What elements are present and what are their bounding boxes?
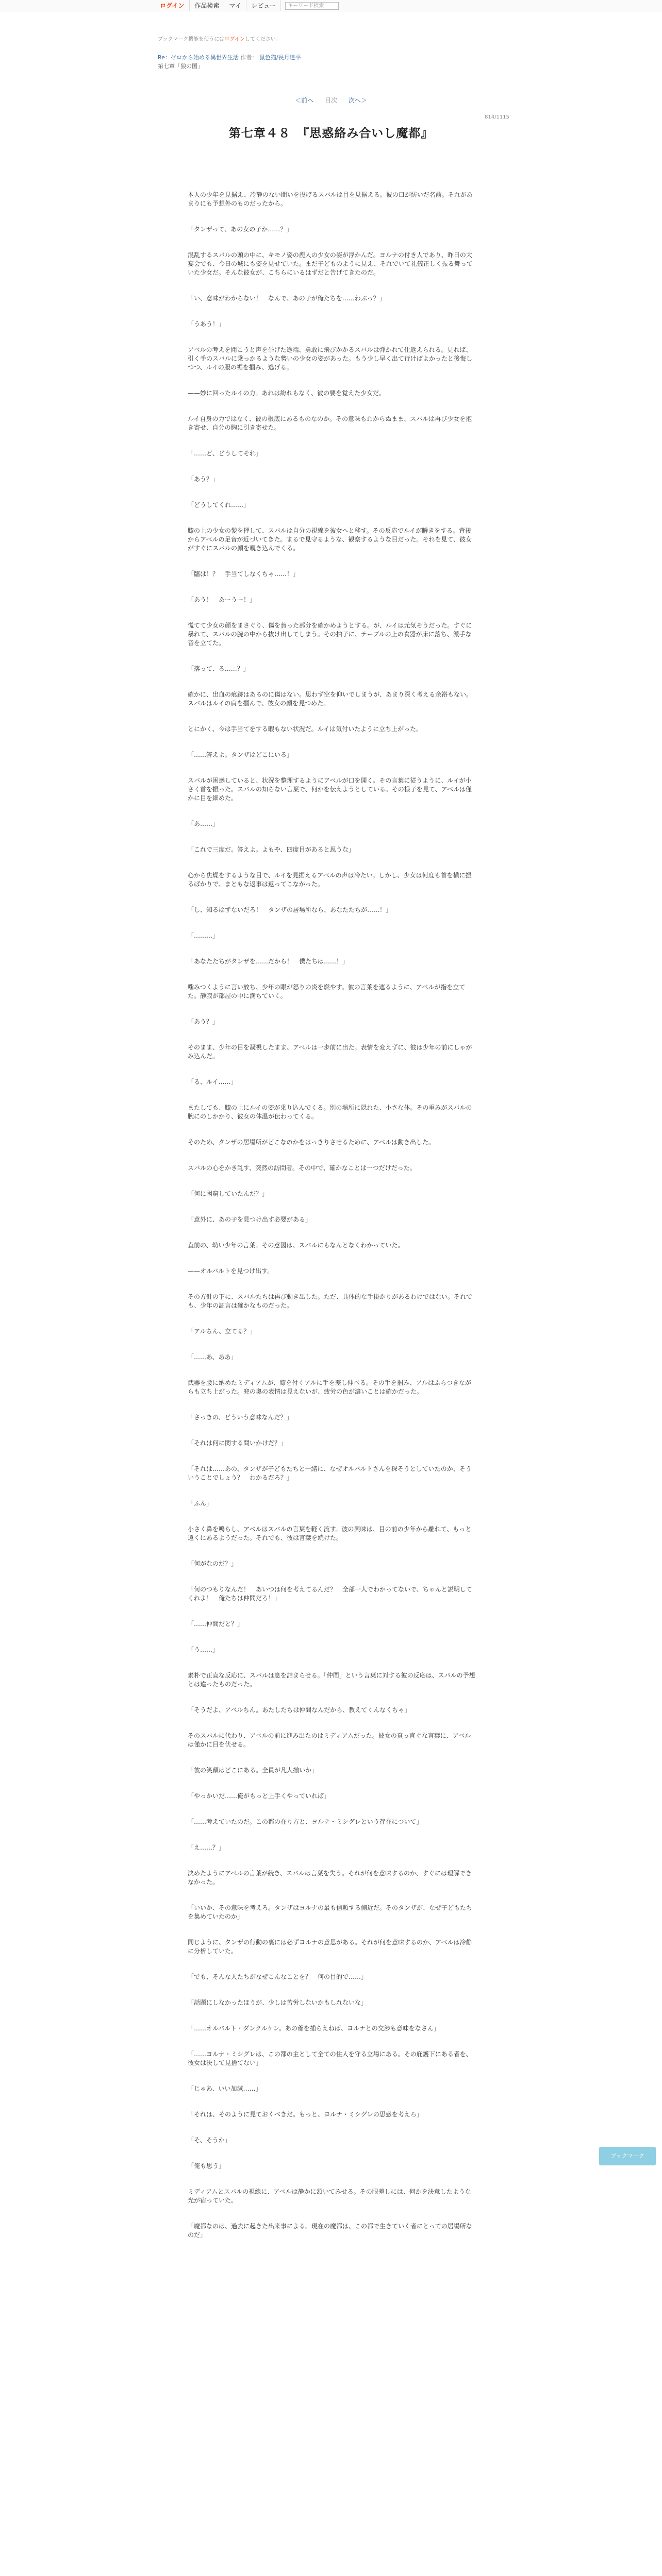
top-bar [0,0,662,11]
paragraph: 「ふん」 [188,1500,213,1507]
paragraph: 「……答えよ。タンザはどこにいる」 [188,751,293,758]
paragraph: 「話題にしなかったほうが、少しは苦労しないかもしれないな」 [188,1999,368,2006]
paragraph: 「どうしてくれ……」 [188,501,250,509]
paragraph: 「いいか、その意味を考えろ。タンザはヨルナの最も信頼する側近だ。そのタンザが、なぜ子どもたちを集めていたのか」 [188,1904,473,1920]
author-label: 作者： [240,54,258,61]
paragraph: 「……オルバルト・ダンクルケン。あの爺を捕らえねば、ヨルナとの交渉も意味をなさん」 [188,2025,440,2032]
paragraph: 「それは何に関する問いかけだ？」 [188,1439,287,1447]
paragraph: 「うあう！」 [188,320,225,328]
notice-pre: ブックマーク機能を使うには [158,37,225,42]
paragraph: アベルの考えを聞こうと声を挙げた途端、勇敢に飛びかかるスバルは弾かれて仕返えられる。見れば、引く手のスバルに乗っかるような勢いの少女の姿があった。もう少し早く出て行けばよかったと後悔しつつ、ルイの服の裾を掴み、逃げる。 [188,346,472,371]
paragraph: 「アルちん、立てる？」 [188,1328,256,1335]
paragraph: 「そ、そうか」 [188,2137,231,2144]
paragraph: ——妙に回ったルイの力。あれは紛れもなく、彼の要を覚えた少女だ。 [188,389,386,397]
chapter-label: 第七章「狼の国」 [158,63,203,70]
paragraph: スバルが困惑していると、状況を整理するようにアベルが口を開く。その言葉に従うように、ルイが小さく首を振った。スバルの知らない言葉で、何かを伝えようとしている。その様子を見て、アベルは僅かに目を細めた。 [188,777,472,802]
paragraph: ミディアムとスバルの視線に、アベルは静かに頷いてみせる。その眼差しには、何かを決意したような光が宿っていた。 [188,2188,471,2204]
paragraph: 「あう！ あーうー！」 [188,596,256,603]
paragraph: 「……仲間だと？」 [188,1620,244,1628]
chapter-title: 第七章４８ 『思惑絡み合いし魔都』 [228,127,434,140]
paragraph: 「意外に、あの子を見つけ出す必要がある」 [188,1216,312,1223]
paragraph: またしても、膝の上にルイの姿が乗り込んでくる。別の場所に隠れた、小さな体。その重みがスバルの腕にのしかかり、彼女の体温が伝わってくる。 [188,1104,472,1120]
paragraph: 噛みつくように言い放ち、少年の眼が怒りの炎を燃やす。彼の言葉を遮るように、アベルが指を立てた。静寂が部屋の中に満ちていく。 [188,984,466,999]
top-nav [155,0,339,11]
paragraph: 小さく鼻を鳴らし、アベルはスバルの言葉を軽く流す。彼の興味は、目の前の少年から離れて、もっと遠くにあるようだった。それでも、彼は言葉を続けた。 [188,1526,472,1541]
paragraph: そのスバルに代わり、アベルの前に進み出たのはミディアムだった。彼女の真っ直ぐな言葉に、アベルは僅かに目を伏せる。 [188,1732,471,1748]
paragraph: 同じように、タンザの行動の裏には必ずヨルナの意思がある。それが何を意味するのか、アベルは冷静に分析していた。 [188,1939,472,1955]
paragraph: 慌てて少女の顔をまさぐり、傷を負った部分を確かめようとする。が、ルイは元気そうだった。すぐに暴れて、スバルの腕の中から抜け出してしまう。その拍子に、テーブルの上の食器が床に落ち、派手な音を立てた。 [188,622,472,647]
paragraph: 「それは……あの、タンザが子どもたちと一緒に、なぜオルバルトさんを探そうとしていたのか、そういうことでしょう？ わかるだろ？」 [188,1465,472,1481]
paragraph: 確かに、出血の痕跡はあるのに傷はない。思わず空を仰いでしまうが、あまり深く考える余裕もない。スバルはルイの肩を掴んで、彼女の顔を見つめた。 [188,691,473,707]
bookmark-notice [158,35,281,42]
paragraph: 「え……？」 [188,1844,225,1851]
paragraph: スバルの心をかき乱す、突然の訪問者。その中で、確かなことは一つだけだった。 [188,1164,416,1172]
paragraph: 「魔都なのは、過去に起きた出来事による。現在の魔都は、この都で生きていく者にとっての居場所なのだ」 [188,2223,472,2239]
paragraph: 武器を腰に納めたミディアムが、膝を付くアルに手を差し伸べる。その手を掴み、アルはふらつきながらも立ち上がった。兜の奥の表情は見えないが、疲労の色が濃いことは確かだった。 [188,1379,471,1395]
paragraph: 「何のつもりなんだ！ あいつは何を考えてるんだ？ 全部一人でわかってないで、ちゃんと説明してくれよ！ 俺たちは仲間だろ！」 [188,1586,472,1602]
chapter-body [188,191,476,2257]
paragraph: そのまま、少年の目を凝視したまま、アベルは一歩前に出た。表情を変えずに、彼は少年の前にしゃがみ込んだ。 [188,1044,472,1060]
search-input[interactable]: キーワード検索 [285,2,339,10]
paragraph: 「それは、そのように見ておくべきだ。もっと、ヨルナ・ミシグレの思惑を考えろ」 [188,2111,423,2118]
paragraph: 直前の、幼い少年の言葉。その意図は、スバルにもなんとなくわかっていた。 [188,1242,404,1249]
paragraph: 混乱するスバルの頭の中に、キモノ姿の鹿人の少女の姿が浮かんだ。ヨルナの付き人であり、昨日の大宴会でも、今日の城にも姿を見せていた。まだ子どものように見え、それでいて礼儀正しく振る舞っていた少女だ。そんな彼女が、こちらにいるはずだと告げてきたのだ。 [188,251,473,276]
paragraph: ルイ自身の力ではなく、彼の根底にあるものなのか。その意味もわからぬまま、スバルは再び少女を抱き寄せ、自分の胸に引き寄せた。 [188,415,472,431]
paragraph: 「タンザって、あの女の子か……？」 [188,226,293,233]
page-number: 814/1115 [485,114,509,120]
next-link[interactable]: 次へ＞ [348,97,367,104]
paragraph: 「あう？」 [188,1018,219,1025]
paragraph: 「そうだよ、アベルちん。あたしたちは仲間なんだから、教えてくんなくちゃ」 [188,1706,411,1714]
paragraph: 「じゃあ、いい加減……」 [188,2085,262,2092]
bookmark-side-button[interactable]: ブックマーク [599,2147,656,2165]
paragraph: 「……ど、どうしてそれ」 [188,450,262,457]
breadcrumb [158,53,301,71]
paragraph: 本人の少年を見据え、冷静のない間いを投げるスバルは目を見据える。彼の口が紡いだ名前。それがあまりにも予想外のものだったから。 [188,191,473,207]
paragraph: 「俺も思う」 [188,2162,225,2170]
paragraph: 「さっきの、どういう意味なんだ？」 [188,1414,293,1421]
paragraph: 「これで三度だ。答えよ。よもや、四度目があると思うな」 [188,846,355,853]
paragraph: とにかく、今は手当てをする暇もない状況だ。ルイは気付いたように立ち上がった。 [188,725,423,733]
paragraph: 「……あ、ああ」 [188,1353,237,1361]
nav-review[interactable]: レビュー [246,0,281,11]
nav-mypage[interactable]: マイ [224,0,246,11]
notice-login-link[interactable]: ログイン [224,37,245,42]
author-link[interactable]: 鼠色猫/長月達平 [259,54,301,61]
paragraph: ——オルバルトを見つけ出す。 [188,1267,274,1275]
index-link[interactable]: 目次 [324,97,337,104]
paragraph: 「やっかいだ……俺がもっと上手くやっていれば」 [188,1792,330,1800]
paragraph: 「何に困窮していたんだ？」 [188,1190,269,1197]
paragraph: 「あう？」 [188,476,219,483]
paragraph: 「……考えていたのだ。この都の在り方と、ヨルナ・ミシグレという存在について」 [188,1818,423,1825]
paragraph: そのため、タンザの居場所がどこなのかをはっきりさせるために、アベルは動き出した。 [188,1139,435,1146]
paragraph: 決めたようにアベルの言葉が続き、スバルは言葉を失う。それが何を意味するのか、すぐには理解できなかった。 [188,1870,472,1886]
paragraph: 素朴で正直な反応に、スバルは息を詰まらせる。「仲間」という言葉に対する彼の反応は、スバルの予想とは違ったものだった。 [188,1672,475,1688]
paragraph: 「あ……」 [188,820,219,827]
paragraph: 「でも、そんな人たちがなぜこんなことを？ 何の目的で……」 [188,1973,368,1980]
notice-post: してください。 [244,37,281,42]
paragraph: 「臨は！？ 手当てしなくちゃ……！」 [188,570,300,578]
series-link[interactable]: Re：ゼロから始める異世界生活 [158,54,239,61]
paragraph: 「彼の笑顔はどこにある。全員が凡人揃いか」 [188,1767,318,1774]
paragraph: 「落って、る……？」 [188,665,250,672]
paragraph: 「………」 [188,932,219,939]
paragraph: 「う……」 [188,1646,219,1653]
pager [0,96,662,105]
nav-search[interactable]: 作品検索 [190,0,224,11]
paragraph: 心から焦燥をするような目で、ルイを見据えるアベルの声は冷たい。しかし、少女は何度も首を横に振るばかりで、まともな返事は返ってこなかった。 [188,872,472,888]
login-button[interactable]: ログイン [155,0,190,11]
paragraph: 「あなたたちがタンザを……だから！ 僕たちは……！」 [188,958,349,965]
paragraph: 「し、知るはずないだろ！ タンザの居場所なら、あなたたちが……！」 [188,906,392,913]
paragraph: 「……ヨルナ・ミシグレは、この都の主として全ての住人を守る立場にある。その庇護下にある者を、彼女は決して見捨てない」 [188,2050,472,2066]
paragraph: 「い、意味がわからない！ なんで、あの子が俺たちを……わぷっ？」 [188,295,386,302]
paragraph: 膝の上の少女の髪を押して、スバルは自分の視線を彼女へと移す。その反応でルイが瞬きをする。背後からアベルの足音が近づいてきた。まるで見守るような、観察するような目だった。それを見て、彼女がすぐにスバルの顔を覗き込んでくる。 [188,527,472,552]
paragraph: その方針の下に、スバルたちは再び動き出した。ただ、具体的な手掛かりがあるわけではない。それでも、少年の証言は確かなものだった。 [188,1293,473,1309]
paragraph: 「何がなのだ？」 [188,1560,238,1567]
prev-link[interactable]: ＜前へ [295,97,314,104]
paragraph: 「る、ルイ……」 [188,1078,237,1086]
